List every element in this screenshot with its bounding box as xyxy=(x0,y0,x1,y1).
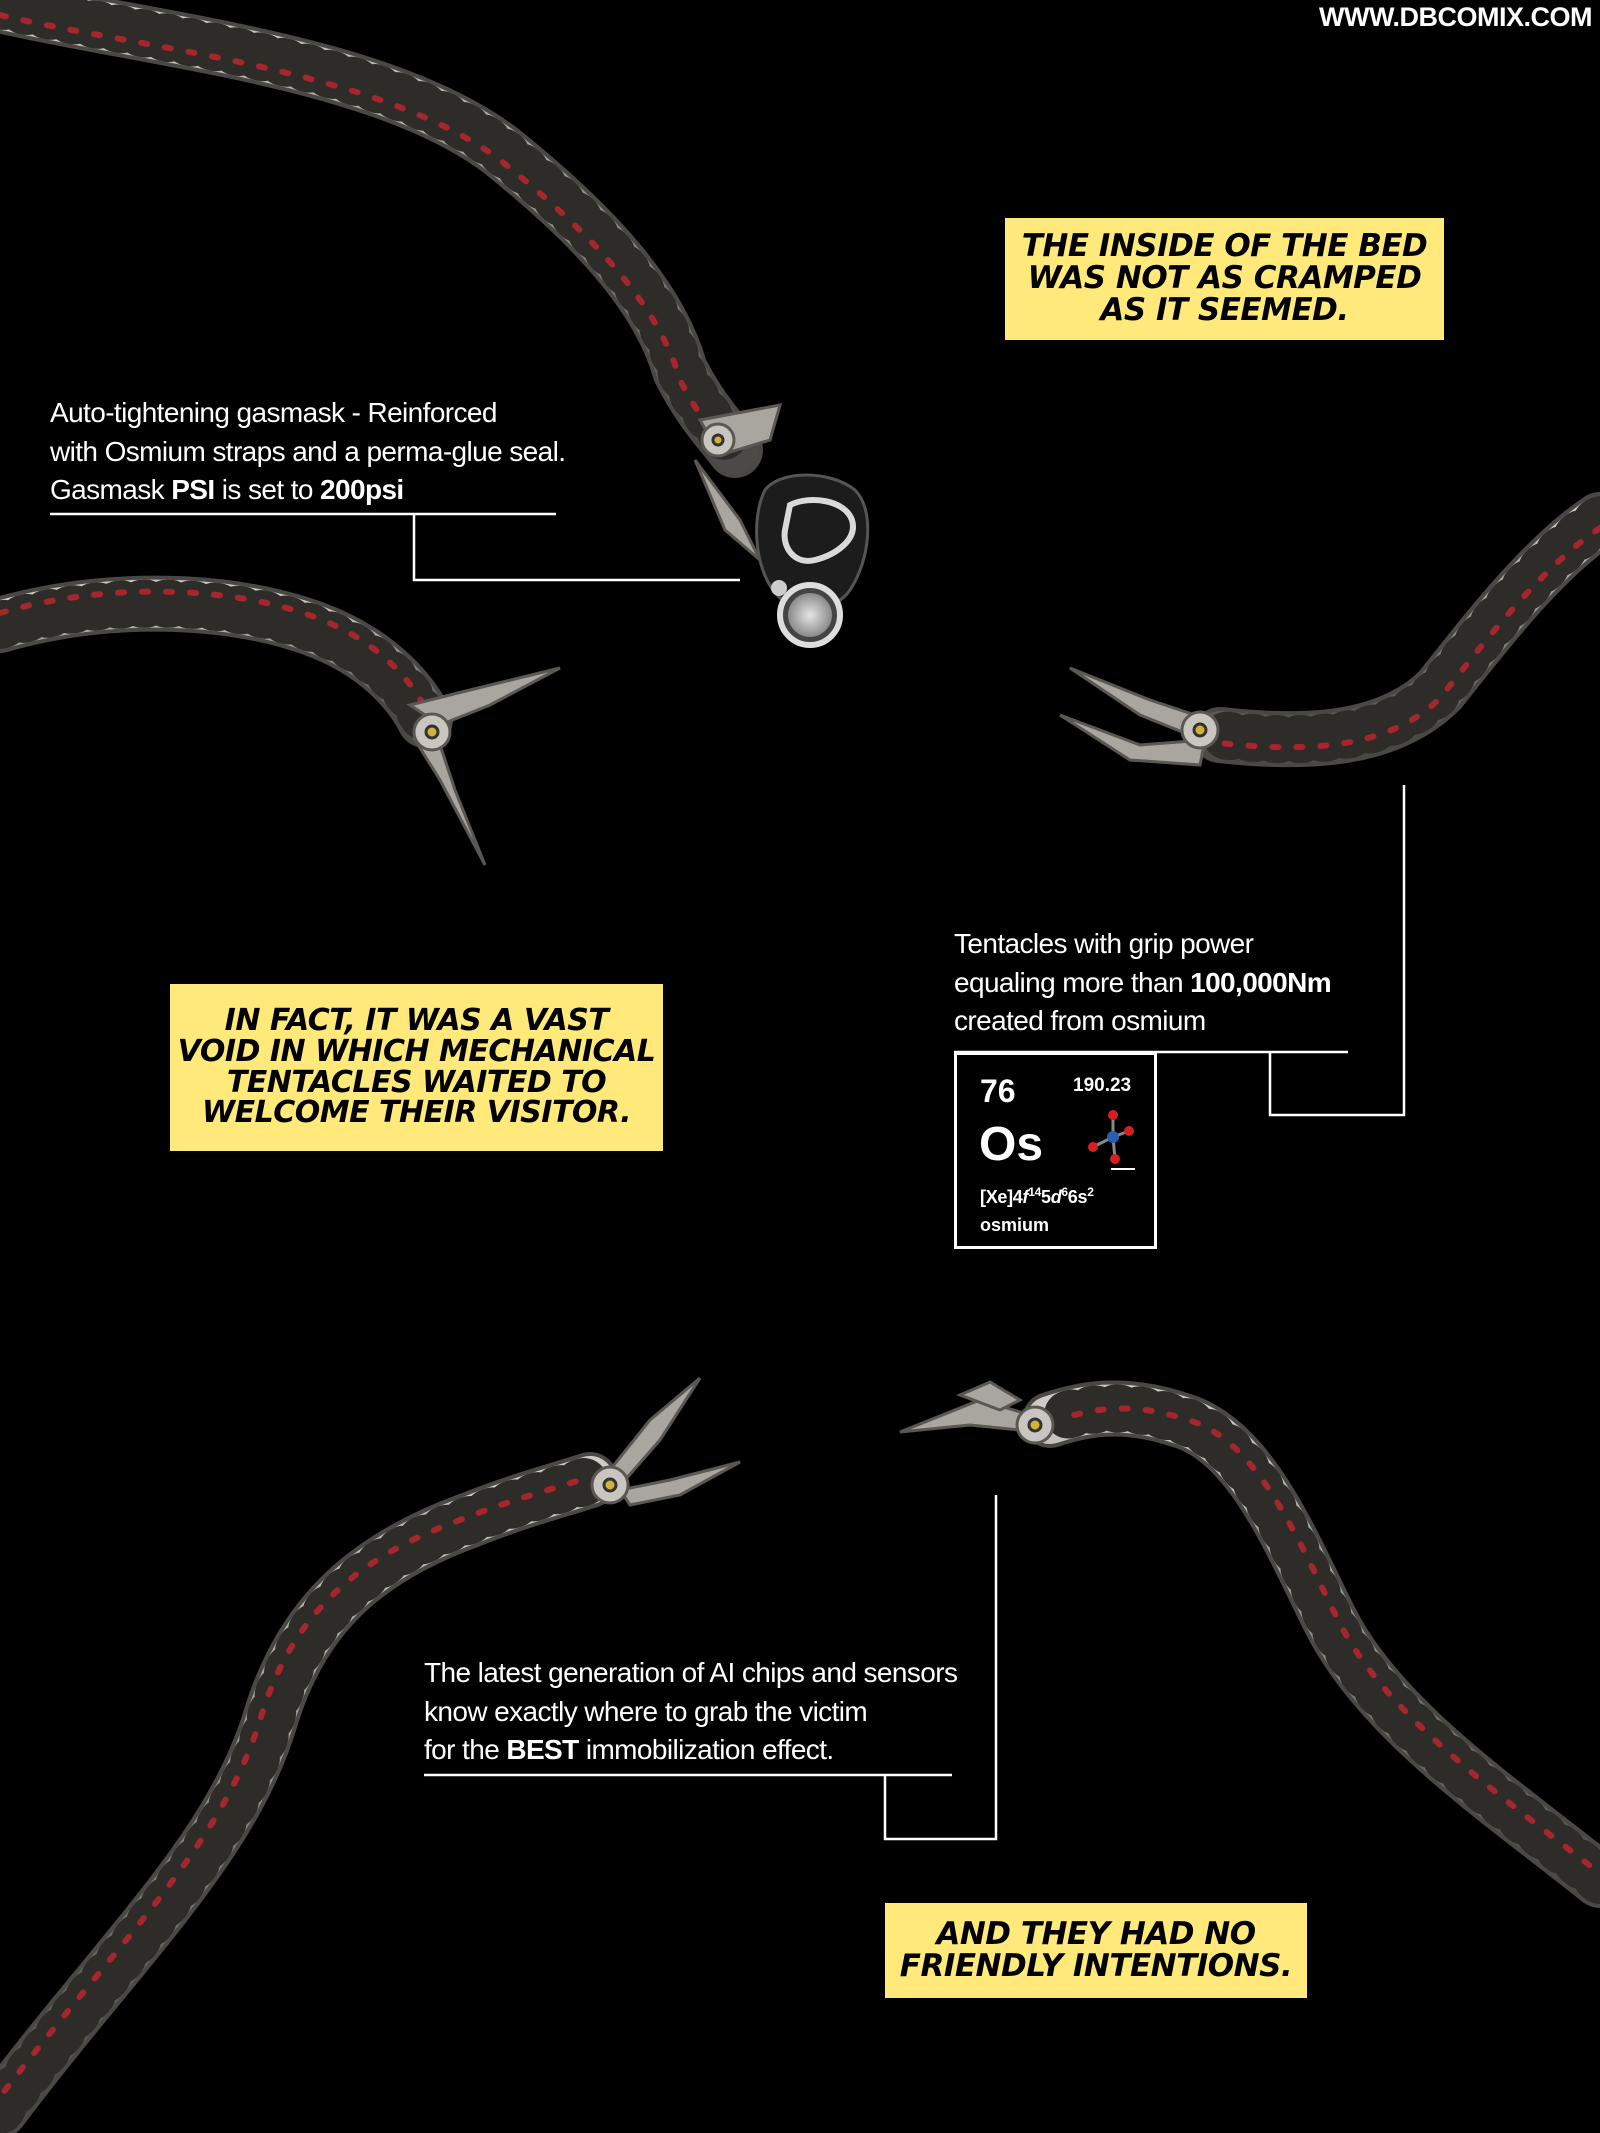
note-line: Auto-tightening gasmask - Reinforced xyxy=(50,397,497,428)
caption-line: WELCOME THEIR VISITOR. xyxy=(202,1095,631,1131)
caption-line: FRIENDLY INTENTIONS. xyxy=(899,1947,1293,1984)
caption-line: VOID IN WHICH MECHANICAL xyxy=(177,1033,656,1069)
caption-line: IN FACT, IT WAS A VAST xyxy=(224,1002,609,1038)
caption-intentions xyxy=(885,1903,1307,1998)
caption-bed xyxy=(1005,218,1444,340)
note-line: Gasmask PSI is set to 200psi xyxy=(50,474,404,505)
caption-line: AS IT SEEMED. xyxy=(1100,291,1349,328)
note-ai xyxy=(424,1654,957,1770)
note-gasmask xyxy=(50,394,565,510)
site-url[interactable]: WWW.DBCOMIX.COM xyxy=(1319,2,1592,32)
claw-bottom-left xyxy=(592,1378,740,1505)
note-line: with Osmium straps and a perma-glue seal. xyxy=(50,435,566,467)
gasmask xyxy=(757,475,868,645)
note-grip xyxy=(954,925,1331,1041)
caption-line: THE INSIDE OF THE BED xyxy=(1021,228,1428,265)
claw-bottom-right xyxy=(900,1382,1053,1443)
element-symbol: Os xyxy=(979,1118,1044,1171)
note-line: equaling more than 100,000Nm xyxy=(954,966,1332,998)
note-line: for the BEST immobilization effect. xyxy=(424,1734,834,1765)
caption-void xyxy=(170,984,663,1151)
grip-value: 100,000Nm xyxy=(1190,966,1332,998)
caption-line: WAS NOT AS CRAMPED xyxy=(1027,260,1422,297)
molecule-icon xyxy=(1085,1107,1143,1171)
note-line: created from osmium xyxy=(954,1005,1206,1036)
psi-value: 200psi xyxy=(320,474,404,505)
element-name: osmium xyxy=(980,1215,1050,1235)
best-label: BEST xyxy=(506,1734,579,1765)
periodic-element-osmium xyxy=(954,1052,1157,1249)
caption-line: TENTACLES WAITED TO xyxy=(226,1064,607,1100)
atomic-number: 76 xyxy=(980,1073,1016,1109)
atomic-mass: 190.23 xyxy=(1073,1075,1132,1096)
note-line: Tentacles with grip power xyxy=(954,928,1254,959)
electron-configuration: $[Xe]4f^{14}5d^66s^2$ xyxy=(980,1185,1094,1207)
note-line: know exactly where to grab the victim xyxy=(424,1695,868,1727)
psi-label: PSI xyxy=(171,474,215,505)
caption-line: AND THEY HAD NO xyxy=(936,1915,1256,1952)
claw-right xyxy=(1060,668,1218,765)
note-line: The latest generation of AI chips and sensors xyxy=(424,1657,958,1688)
